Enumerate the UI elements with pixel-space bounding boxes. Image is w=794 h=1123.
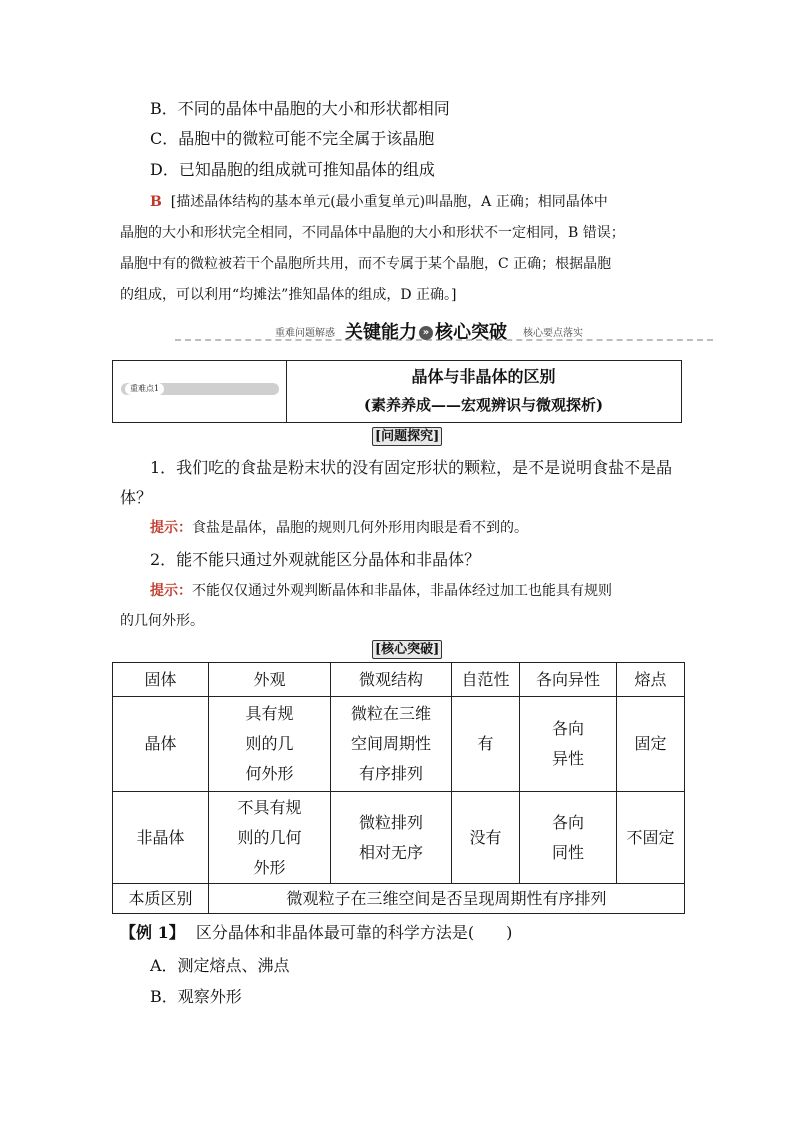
answer-letter: B <box>150 194 162 210</box>
hint-2-text: 不能仅仅通过外观判断晶体和非晶体，非晶体经过加工也能具有规则 <box>192 583 612 599</box>
cell-line: 外形 <box>253 857 286 877</box>
cell-line: 具有规 <box>245 704 294 723</box>
header-cell: 固体 <box>113 663 209 697</box>
cell-aniso <box>520 792 617 884</box>
option-d: D．已知晶胞的组成就可推知晶体的组成 <box>150 160 435 179</box>
cell-line: 不具有规 <box>237 797 302 817</box>
cell-appearance <box>209 792 331 884</box>
example-option-b: B．观察外形 <box>150 987 242 1006</box>
hint-1-label: 提示： <box>150 520 192 536</box>
banner-left-text: 重难问题解惑 <box>275 328 335 339</box>
cell-solid: 非晶体 <box>113 792 209 884</box>
banner-title-b: 核心突破 <box>435 322 507 343</box>
example-1 <box>120 920 512 943</box>
cell-self: 没有 <box>452 792 520 884</box>
header-cell: 各向异性 <box>520 663 617 697</box>
banner-title-a: 关键能力 <box>345 322 417 343</box>
option-b: B．不同的晶体中晶胞的大小和形状都相同 <box>150 99 450 118</box>
hint-2-line-1 <box>150 580 612 600</box>
table-row <box>113 792 685 884</box>
cell-appearance <box>209 697 331 792</box>
cell-self: 有 <box>452 697 520 792</box>
example-option-a: A．测定熔点、沸点 <box>150 956 290 975</box>
section-banner <box>175 318 713 342</box>
hint-1-text: 食盐是晶体，晶胞的规则几何外形用肉眼是看不到的。 <box>192 520 528 536</box>
answer-line-2: 晶胞的大小和形状完全相同，不同晶体中晶胞的大小和形状不一定相同，B 错误； <box>120 225 625 241</box>
banner-right-text: 核心要点落实 <box>523 328 583 339</box>
header-cell: 外观 <box>209 663 331 697</box>
cell-line: 相对无序 <box>358 842 423 862</box>
question-2: 2．能不能只通过外观就能区分晶体和非晶体？ <box>150 550 481 569</box>
cell-line: 何外形 <box>245 764 294 783</box>
double-chevron-icon: » <box>419 326 433 340</box>
cell-line: 有序排列 <box>358 764 423 783</box>
cell-micro <box>331 792 452 884</box>
option-c: C．晶胞中的微粒可能不完全属于该晶胞 <box>150 129 435 148</box>
cell-micro <box>331 697 452 792</box>
table-header-row <box>113 663 685 697</box>
table-row-essence <box>113 884 685 914</box>
answer-text-1: [描述晶体结构的基本单元(最小重复单元)叫晶胞，A 正确；相同晶体中 <box>170 194 608 210</box>
cell-line: 空间周期性 <box>350 734 431 753</box>
cell-line: 微粒排列 <box>358 812 423 832</box>
comparison-table <box>112 662 685 914</box>
keypoint-subtitle: (素养养成——宏观辨识与微观探析) <box>363 396 604 414</box>
core-tag: [核心突破] <box>372 640 442 659</box>
hint-2-line-2: 的几何外形。 <box>120 613 204 629</box>
answer-line-4: 的组成，可以利用“均摊法”推知晶体的组成，D 正确。] <box>120 287 457 303</box>
inquiry-tag: [问题探究] <box>372 427 442 446</box>
cell-line: 各向 <box>551 812 584 832</box>
cell-line: 各向 <box>551 719 584 738</box>
keypoint-title: 晶体与非晶体的区别 <box>411 367 556 386</box>
cell-line: 则的几 <box>245 734 294 753</box>
cell-line: 则的几何 <box>237 827 302 847</box>
header-cell: 自范性 <box>452 663 520 697</box>
cell-essence: 微观粒子在三维空间是否呈现周期性有序排列 <box>209 884 685 914</box>
header-cell: 微观结构 <box>331 663 452 697</box>
cell-aniso <box>520 697 617 792</box>
banner-title <box>345 318 507 344</box>
cell-melt: 固定 <box>617 697 685 792</box>
question-1-line-2: 体？ <box>120 488 153 507</box>
hint-2-label: 提示： <box>150 583 192 599</box>
keypoint-pill-label: 重难点1 <box>125 383 164 395</box>
cell-line: 同性 <box>551 842 584 862</box>
cell-solid: 晶体 <box>113 697 209 792</box>
cell-melt: 不固定 <box>617 792 685 884</box>
header-cell: 熔点 <box>617 663 685 697</box>
example-question: 区分晶体和非晶体最可靠的科学方法是( ) <box>195 923 513 942</box>
hint-1 <box>150 517 528 537</box>
example-label: 【例 1】 <box>120 923 185 942</box>
cell-line: 微粒在三维 <box>350 704 431 723</box>
answer-line-1 <box>150 191 608 211</box>
table-row <box>113 697 685 792</box>
answer-line-3: 晶胞中有的微粒被若干个晶胞所共用，而不专属于某个晶胞，C 正确；根据晶胞 <box>120 256 612 272</box>
cell-line: 异性 <box>551 749 584 768</box>
question-1-line-1: 1．我们吃的食盐是粉末状的没有固定形状的颗粒，是不是说明食盐不是晶 <box>150 458 673 477</box>
cell-essence-label: 本质区别 <box>113 884 209 914</box>
keypoint-box <box>112 360 682 423</box>
